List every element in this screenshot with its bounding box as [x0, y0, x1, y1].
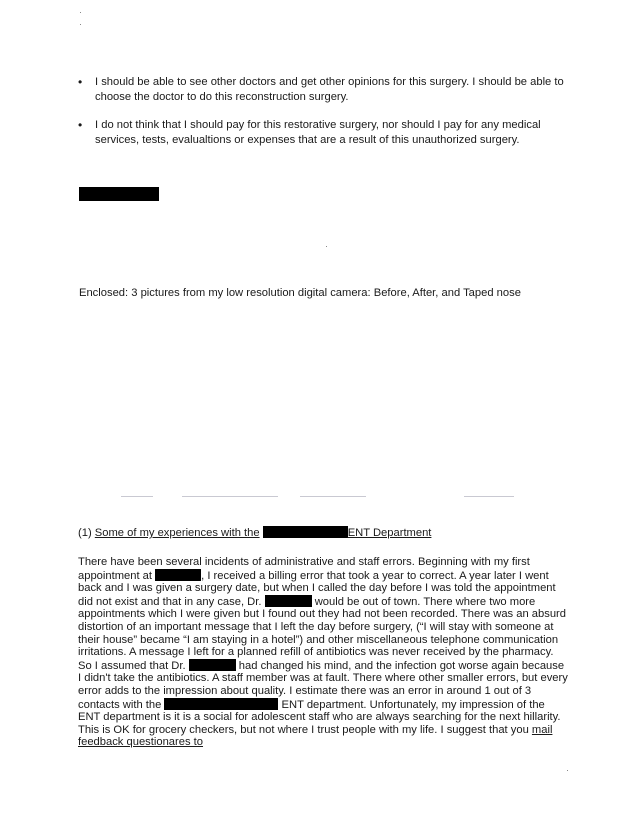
- scan-artifact-line: [182, 496, 278, 497]
- bullet-text: I should be able to see other doctors and get other opinions for this surgery. I should be able to choose the doctor to do this reconstruction surgery.: [95, 76, 564, 103]
- redacted-institution: [155, 569, 201, 581]
- bullet-text: I do not think that I should pay for this restorative surgery, nor should I pay for any medical services, tests, evalualtions or expenses that are a result of this unauthorized surgery.: [95, 119, 541, 146]
- paragraph-text: had changed his mind, and the infection got worse again because I didn't take the antibiotics. A staff member was at fault. There where other smaller errors, but every error adds to the impression about quality. I estimate there was an error in around 1 out of 3 contacts with the: [78, 659, 568, 711]
- bullet-dot-icon: •: [78, 75, 83, 89]
- scan-speck: [567, 770, 568, 771]
- section-heading: [78, 526, 431, 539]
- bullet-item: [78, 118, 578, 148]
- enclosures-note: Enclosed: 3 pictures from my low resolution digital camera: Before, After, and Taped nose: [79, 287, 521, 299]
- scan-artifact-line: [300, 496, 366, 497]
- scan-speck: [80, 24, 81, 25]
- scan-speck: [80, 12, 81, 13]
- section-title-end: ENT Department: [347, 527, 432, 539]
- paragraph-text: ENT department. Unfortunately, my impression of the ENT department is it is a social for adolescent staff who are always searching for the next hillarity. This is OK for grocery checkers, but not where I trust people with my life. I suggest that you: [78, 698, 561, 736]
- paragraph-text: There have been several incidents of administrative and staff errors. Beginning with my first appointment at: [78, 556, 530, 582]
- experiences-paragraph: [78, 556, 570, 749]
- scan-artifact-line: [121, 496, 153, 497]
- redacted-institution: [164, 698, 278, 710]
- redacted-doctor-name: [189, 659, 236, 671]
- bullet-dot-icon: •: [78, 118, 83, 132]
- paragraph-text: would be out of town. There where two more appointments which I were given but I found out they had not been recorded. There was an absurd distortion of an important message that I left the day before surgery, (“I will stay with someone at their house” became “I am staying in a hotel”) and other miscellaneous telephone communication irritations. A message I left for a planned refill of antibiotics was never received by the pharmacy. So I assumed that Dr.: [78, 595, 567, 672]
- redacted-signature: [79, 187, 159, 201]
- redacted-doctor-name: [265, 595, 312, 607]
- scan-speck: [326, 246, 327, 247]
- paragraph-text-underlined: mail feedback questionares to: [78, 723, 553, 749]
- bullet-item: [78, 75, 578, 105]
- redacted-institution: [263, 526, 348, 538]
- section-title-start: Some of my experiences with the: [94, 527, 260, 539]
- scan-artifact-line: [464, 496, 514, 497]
- section-number: (1): [78, 527, 92, 539]
- request-bullet-list: [78, 75, 578, 161]
- paragraph-text: , I received a billing error that took a year to correct. A year later I went back and I was given a surgery date, but when I called the day before I was told the appointment did not exist and that in any case, Dr.: [78, 569, 556, 608]
